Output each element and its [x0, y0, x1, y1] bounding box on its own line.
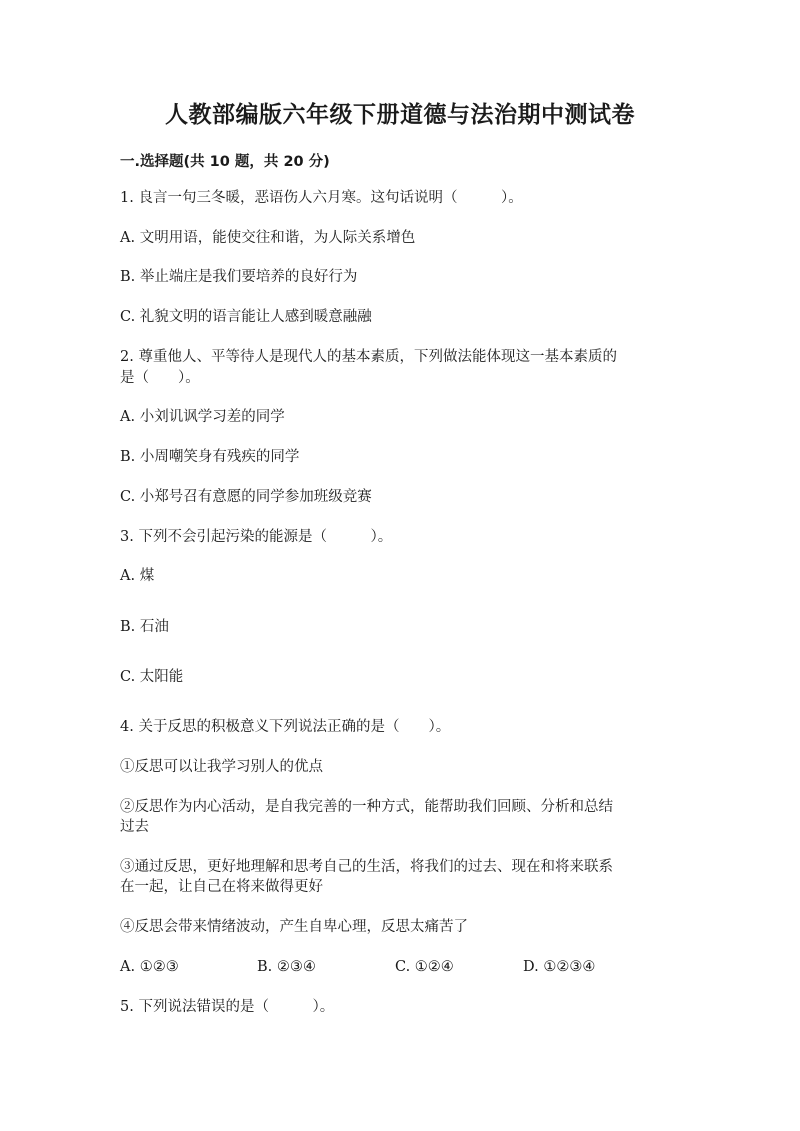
question-4-option-d: D. ①②③④ [523, 959, 596, 975]
section-heading: 一.选择题(共 10 题，共 20 分) [120, 154, 330, 170]
question-4-statement-3-line-2: 在一起，让自己在将来做得更好 [120, 879, 323, 895]
question-4-option-c: C. ①②④ [395, 959, 454, 975]
question-4-statement-2-line-2: 过去 [120, 819, 149, 835]
question-2-option-a: A. 小刘讥讽学习差的同学 [120, 409, 285, 425]
question-3-option-b: B. 石油 [120, 619, 169, 635]
question-1-option-b: B. 举止端庄是我们要培养的良好行为 [120, 269, 358, 285]
question-3-option-a: A. 煤 [120, 568, 155, 584]
question-4-statement-2-line-1: ②反思作为内心活动，是自我完善的一种方式，能帮助我们回顾、分析和总结 [120, 799, 613, 815]
question-4-stem: 4. 关于反思的积极意义下列说法正确的是（ ）。 [120, 719, 451, 735]
question-1-stem: 1. 良言一句三冬暖，恶语伤人六月寒。这句话说明（ ）。 [120, 190, 523, 206]
question-3-stem: 3. 下列不会引起污染的能源是（ ）。 [120, 529, 393, 545]
question-5-stem: 5. 下列说法错误的是（ ）。 [120, 999, 335, 1015]
question-2-option-c: C. 小郑号召有意愿的同学参加班级竞赛 [120, 489, 372, 505]
question-4-statement-1: ①反思可以让我学习别人的优点 [120, 759, 323, 775]
question-4-statement-4: ④反思会带来情绪波动，产生自卑心理，反思太痛苦了 [120, 919, 468, 935]
question-1-option-a: A. 文明用语，能使交往和谐，为人际关系增色 [120, 230, 416, 246]
question-4-statement-3-line-1: ③通过反思，更好地理解和思考自己的生活，将我们的过去、现在和将来联系 [120, 859, 613, 875]
question-2-stem-line-1: 2. 尊重他人、平等待人是现代人的基本素质，下列做法能体现这一基本素质的 [120, 349, 617, 365]
question-2-stem-line-2: 是（ ）。 [120, 370, 200, 386]
question-4-option-a: A. ①②③ [120, 959, 179, 975]
question-1-option-c: C. 礼貌文明的语言能让人感到暖意融融 [120, 309, 372, 325]
question-4-option-b: B. ②③④ [257, 959, 316, 975]
page-title: 人教部编版六年级下册道德与法治期中测试卷 [165, 102, 635, 128]
question-3-option-c: C. 太阳能 [120, 669, 184, 685]
question-2-option-b: B. 小周嘲笑身有残疾的同学 [120, 449, 300, 465]
